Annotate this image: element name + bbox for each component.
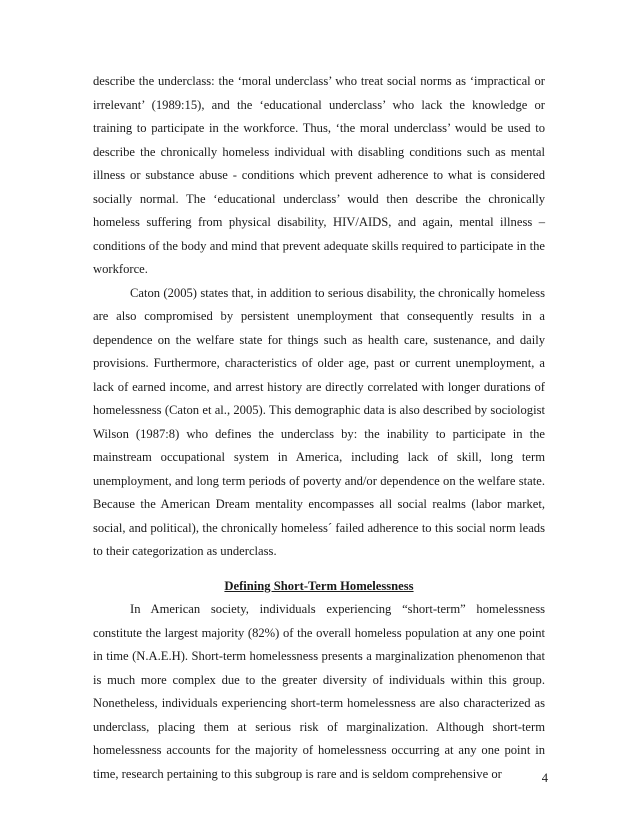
page-number: 4	[541, 771, 548, 785]
paragraph-short-term-homelessness: In American society, individuals experiencing “short-term” homelessness constitute the largest majority (82%) of the overall homeless population at any one point in time (N.A.E.H). Short-term homelessness presents a marginalization phenomenon that is much more complex due to the greater diversity of individuals within this group. Nonetheless, individuals experiencing short-term homelessness are also characterized as underclass, placing them at serious risk of marginalization. Although short-term homelessness accounts for the majority of homelessness occurring at any one point in time, research pertaining to this subgroup is rare and is seldom comprehensive or	[93, 602, 545, 781]
body-text	[93, 70, 545, 786]
paragraph-underclass-definitions: describe the underclass: the ‘moral underclass’ who treat social norms as ‘impractical or irrelevant’ (1989:15), and the ‘educational underclass’ who lack the knowledge or training to participate in the workforce. Thus, ‘the moral underclass’ would be used to describe the chronically homeless individual with disabling conditions such as mental illness or substance abuse - conditions which prevent adherence to what is considered socially normal. The ‘educational underclass’ would then describe the chronically homeless suffering from physical disability, HIV/AIDS, and again, mental illness – conditions of the body and mind that prevent adequate skills required to participate in the workforce.	[93, 74, 545, 276]
paragraph-caton-chronic-homeless: Caton (2005) states that, in addition to serious disability, the chronically homeless are also compromised by persistent unemployment that consequently results in a dependence on the welfare state for things such as health care, sustenance, and daily provisions. Furthermore, characteristics of older age, past or current unemployment, a lack of earned income, and arrest history are directly correlated with longer durations of homelessness (Caton et al., 2005). This demographic data is also described by sociologist Wilson (1987:8) who defines the underclass by: the inability to participate in the mainstream occupational system in America, including lack of skill, long term unemployment, and long term periods of poverty and/or dependence on the welfare state. Because the American Dream mentality encompasses all social realms (labor market, social, and political), the chronically homeless´ failed adherence to this social norm leads to their categorization as underclass.	[93, 285, 545, 558]
section-heading: Defining Short-Term Homelessness	[224, 578, 414, 593]
